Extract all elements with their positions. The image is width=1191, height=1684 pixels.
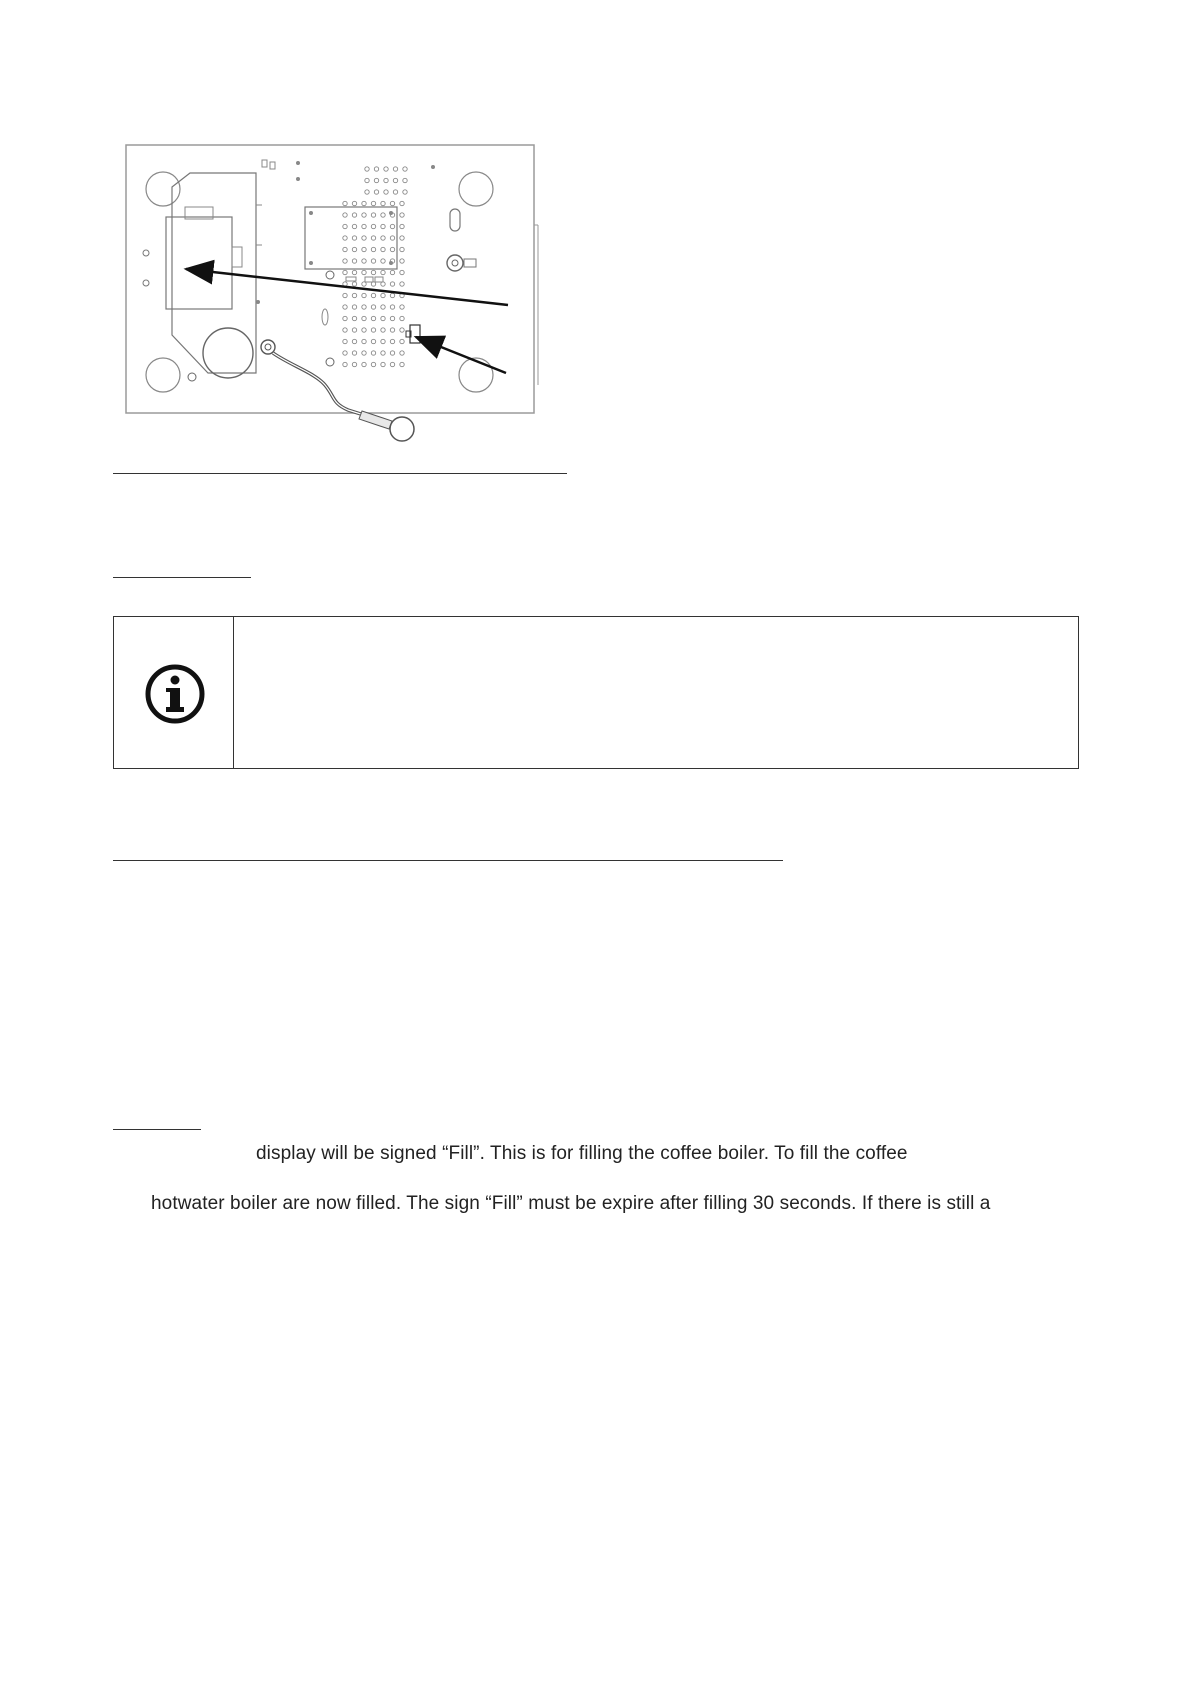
vent-hole — [371, 305, 375, 309]
vent-hole — [390, 247, 394, 251]
vent-hole — [352, 213, 356, 217]
vent-hole — [400, 224, 404, 228]
vent-hole — [371, 201, 375, 205]
vent-hole — [362, 328, 366, 332]
vent-hole — [390, 201, 394, 205]
vent-hole — [400, 305, 404, 309]
vent-hole — [362, 247, 366, 251]
body-text-line-1: display will be signed “Fill”. This is for filling the coffee boiler. To fill the coffee — [256, 1143, 908, 1164]
vent-hole — [352, 236, 356, 240]
vent-hole — [381, 316, 385, 320]
vent-hole — [365, 178, 369, 182]
vent-hole — [362, 339, 366, 343]
vent-hole — [390, 270, 394, 274]
vent-hole — [400, 270, 404, 274]
vent-hole — [352, 201, 356, 205]
vent-hole — [390, 351, 394, 355]
vent-hole — [390, 328, 394, 332]
vent-hole — [400, 316, 404, 320]
vent-hole — [352, 293, 356, 297]
vent-hole — [371, 270, 375, 274]
vent-hole — [352, 224, 356, 228]
vent-hole — [365, 190, 369, 194]
vent-hole — [381, 293, 385, 297]
vent-hole — [400, 247, 404, 251]
vent-hole — [352, 259, 356, 263]
vent-hole — [390, 236, 394, 240]
vent-hole — [374, 167, 378, 171]
vent-hole — [352, 282, 356, 286]
heading-underline-2 — [113, 577, 251, 578]
vent-hole — [400, 362, 404, 366]
vent-hole — [343, 293, 347, 297]
vent-hole — [381, 270, 385, 274]
vent-hole — [352, 316, 356, 320]
vent-hole — [393, 167, 397, 171]
vent-hole — [381, 259, 385, 263]
vent-hole — [352, 351, 356, 355]
vent-hole — [384, 190, 388, 194]
info-circle-icon — [144, 663, 206, 725]
vent-hole — [400, 339, 404, 343]
vent-hole — [362, 236, 366, 240]
vent-hole — [362, 213, 366, 217]
heading-underline-4 — [113, 1129, 201, 1130]
info-text — [234, 617, 1078, 768]
vent-hole — [343, 201, 347, 205]
callout-arrow-pump — [186, 269, 508, 305]
vent-hole — [390, 282, 394, 286]
vent-hole — [403, 178, 407, 182]
vent-hole — [362, 362, 366, 366]
vent-hole — [343, 362, 347, 366]
vent-hole — [381, 351, 385, 355]
vent-hole — [343, 339, 347, 343]
vent-hole — [362, 270, 366, 274]
vent-hole — [343, 316, 347, 320]
vent-hole — [374, 190, 378, 194]
vent-hole — [400, 259, 404, 263]
vent-hole — [374, 178, 378, 182]
vent-hole — [400, 236, 404, 240]
vent-hole — [390, 224, 394, 228]
vent-hole — [371, 328, 375, 332]
vent-hole — [362, 224, 366, 228]
vent-hole — [343, 351, 347, 355]
body-text-line-2: hotwater boiler are now filled. The sign “Fill” must be expire after filling 30 seconds. If there is still a — [151, 1193, 991, 1214]
vent-hole — [400, 213, 404, 217]
vent-hole — [362, 316, 366, 320]
vent-hole — [362, 351, 366, 355]
vent-hole — [393, 190, 397, 194]
vent-hole — [381, 224, 385, 228]
vent-hole — [390, 339, 394, 343]
vent-hole — [352, 247, 356, 251]
vent-hole — [381, 247, 385, 251]
vent-hole — [381, 328, 385, 332]
vent-hole — [343, 247, 347, 251]
vent-hole — [343, 236, 347, 240]
vent-hole — [362, 259, 366, 263]
vent-hole — [371, 259, 375, 263]
vent-hole — [381, 339, 385, 343]
vent-hole — [381, 201, 385, 205]
vent-hole — [362, 293, 366, 297]
vent-hole — [390, 316, 394, 320]
vent-hole — [362, 201, 366, 205]
vent-hole — [400, 282, 404, 286]
vent-hole — [390, 293, 394, 297]
vent-hole — [343, 213, 347, 217]
vent-hole — [362, 305, 366, 309]
vent-hole — [371, 362, 375, 366]
info-notice-box — [113, 616, 1079, 769]
vent-hole — [343, 270, 347, 274]
vent-hole — [365, 167, 369, 171]
vent-hole — [371, 293, 375, 297]
vent-hole — [403, 167, 407, 171]
vent-hole — [352, 270, 356, 274]
vent-hole — [400, 328, 404, 332]
machine-bottom-diagram — [110, 135, 570, 475]
info-icon-cell — [114, 617, 234, 768]
vent-hole — [371, 213, 375, 217]
vent-hole — [371, 224, 375, 228]
vent-hole — [371, 236, 375, 240]
vent-hole — [403, 190, 407, 194]
vent-hole — [352, 328, 356, 332]
vent-hole — [352, 305, 356, 309]
vent-hole — [400, 201, 404, 205]
vent-hole — [384, 167, 388, 171]
vent-hole — [390, 305, 394, 309]
vent-hole — [343, 224, 347, 228]
vent-hole — [381, 362, 385, 366]
vent-hole — [352, 362, 356, 366]
vent-hole — [371, 351, 375, 355]
vent-hole — [384, 178, 388, 182]
vent-hole — [381, 213, 385, 217]
vent-hole — [400, 351, 404, 355]
vent-hole — [371, 247, 375, 251]
vent-hole — [371, 316, 375, 320]
vent-hole — [390, 362, 394, 366]
vent-hole — [371, 339, 375, 343]
heading-underline-3 — [113, 860, 783, 861]
vent-hole — [343, 328, 347, 332]
vent-hole — [393, 178, 397, 182]
heading-underline-1 — [113, 473, 567, 474]
vent-hole — [352, 339, 356, 343]
vent-hole — [343, 305, 347, 309]
vent-hole — [381, 305, 385, 309]
vent-hole — [343, 259, 347, 263]
vent-hole — [381, 236, 385, 240]
